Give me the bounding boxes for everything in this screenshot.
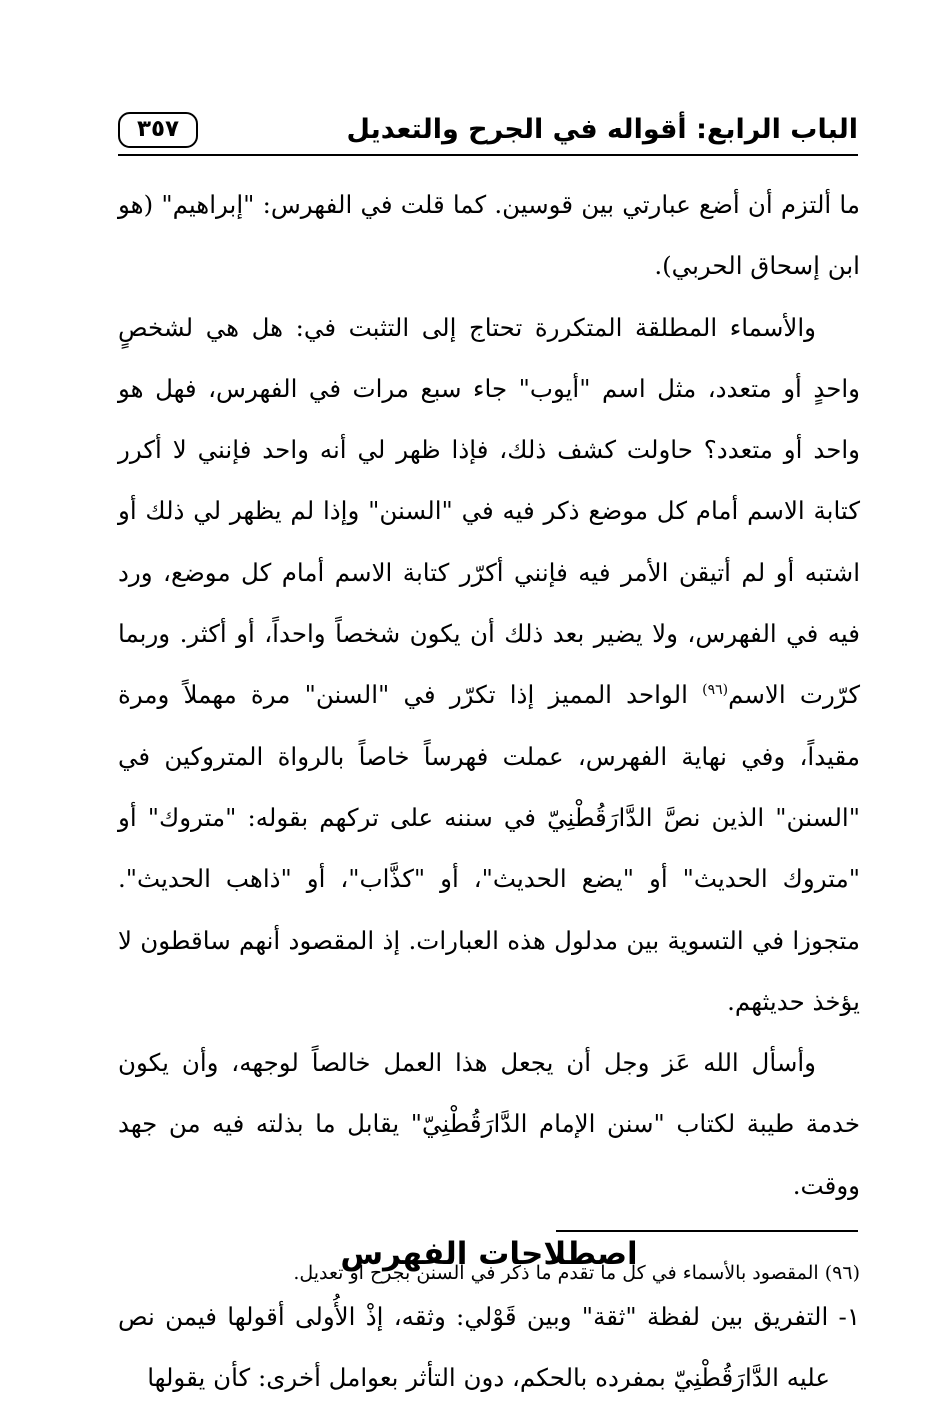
footnote-reference: (٩٦) [702, 682, 729, 699]
list-item-1: ١- التفريق بين لفظة "ثقة" وبين قَوْلي: وثقه، إذْ الأُولى أقولها فيمن نص عليه الدَّارَقُطْنِيّ بمفرده بالحكم، دون التأثر بعوامل أخرى: كأن يقولها [118, 1302, 860, 1393]
paragraph-2-part-1: والأسماء المطلقة المتكررة تحتاج إلى التثبت في: هل هي لشخصٍ واحدٍ أو متعدد، مثل اسم "أيوب" جاء سبع مرات في الفهرس، فهل هو واحد أو متعدد؟ حاولت كشف ذلك، فإذا ظهر لي أنه واحد فإنني لا أكرر كتابة الاسم أمام كل موضع ذكر فيه في "السنن" وإذا لم يظهر لي ذلك أو اشتبه أو لم أتيقن الأمر فيه فإنني أكرّر كتابة الاسم أمام كل موضع، ورد فيه في الفهرس، ولا يضير بعد ذلك أن يكون شخصاً واحداً، أو أكثر. وربما كرّرت الاسم [118, 312, 860, 710]
main-text [118, 174, 860, 1409]
chapter-title: الباب الرابع: أقواله في الجرح والتعديل [346, 114, 858, 145]
page-number: ٣٥٧ [118, 112, 198, 148]
page-header [118, 104, 858, 160]
paragraph-1: ما ألتزم أن أضع عبارتي بين قوسين. كما قلت في الفهرس: "إبراهيم" (هو ابن إسحاق الحربي). [118, 190, 860, 281]
header-divider [118, 154, 858, 156]
footnote-divider [556, 1230, 858, 1232]
section-heading: اصطلاحات الفهرس [340, 1236, 638, 1273]
paragraph-3: وأسأل الله عَز وجل أن يجعل هذا العمل خالصاً لوجهه، وأن يكون خدمة طيبة لكتاب "سنن الإمام الدَّارَقُطْنِيّ" يقابل ما بذلته فيه من جهد ووقت. [118, 1048, 860, 1200]
footnote: (٩٦) المقصود بالأسماء في كل ما تقدم ما ذكر في السنن بجرح أو تعديل. [293, 1262, 860, 1284]
paragraph-2-part-2: الواحد المميز إذا تكرّر في "السنن" مرة مهملاً ومرة مقيداً، وفي نهاية الفهرس، عملت فهرساً خاصاً بالرواة المتروكين في "السنن" الذين نصَّ الدَّارَقُطْنِيّ في سننه على تركهم بقوله: "متروك" أو "متروك الحديث" أو "يضع الحديث"، أو "كذَّاب"، أو "ذاهب الحديث". متجوزا في التسوية بين مدلول هذه العبارات. إذ المقصود أنهم ساقطون لا يؤخذ حديثهم. [118, 680, 860, 1016]
paragraph-2 [118, 297, 860, 1033]
